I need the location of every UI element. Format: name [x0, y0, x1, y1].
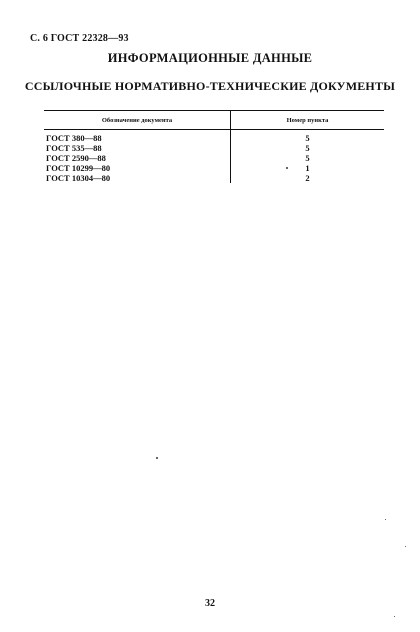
column-header-item: Номер пункта: [231, 111, 385, 130]
item-number-cell: 5: [305, 153, 310, 163]
scan-speck: [156, 457, 158, 459]
section-title: ИНФОРМАЦИОННЫЕ ДАННЫЕ: [107, 51, 313, 65]
document-cell: ГОСТ 10304—80: [44, 173, 231, 183]
section-subtitle: ССЫЛОЧНЫЕ НОРМАТИВНО-ТЕХНИЧЕСКИЕ ДОКУМЕНТЫ: [24, 79, 396, 93]
running-header: С. 6 ГОСТ 22328—93: [30, 33, 129, 44]
references-table: [44, 110, 384, 183]
table-row: [44, 130, 384, 144]
scan-speck: [394, 616, 395, 617]
scan-speck: [385, 519, 386, 520]
table-row: [44, 163, 384, 173]
item-number-cell: 5: [305, 133, 310, 143]
document-cell: ГОСТ 2590—88: [44, 153, 231, 163]
scan-speck: [286, 167, 288, 169]
page-number: 32: [205, 598, 215, 609]
scan-speck: [405, 546, 406, 547]
table-row: [44, 143, 384, 153]
item-number-cell: 1: [305, 163, 310, 173]
table-row: [44, 153, 384, 163]
item-number-cell: 5: [305, 143, 310, 153]
document-cell: ГОСТ 535—88: [44, 143, 231, 153]
table-header-row: [44, 111, 384, 130]
item-number-cell: 2: [305, 173, 310, 183]
column-header-document: Обозначение документа: [44, 111, 231, 130]
document-cell: ГОСТ 380—88: [44, 130, 231, 144]
document-cell: ГОСТ 10299—80: [44, 163, 231, 173]
table-row: [44, 173, 384, 183]
